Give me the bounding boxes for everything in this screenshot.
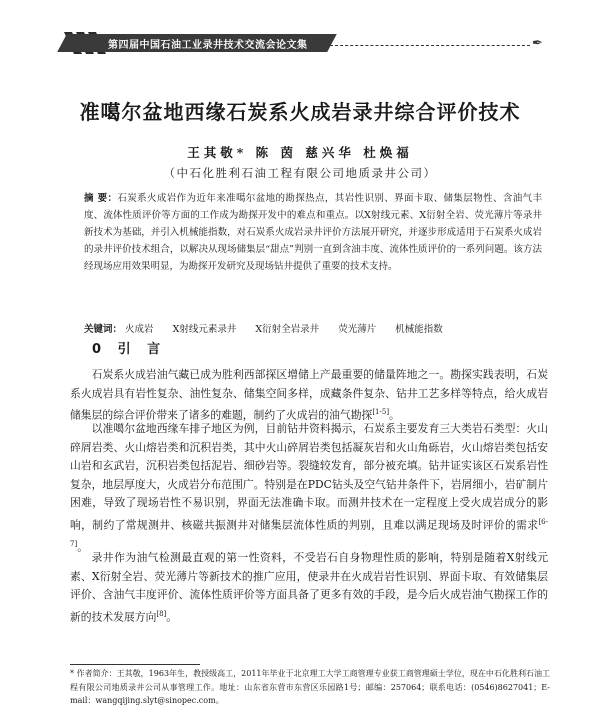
keyword: X衍射全岩录井 [255,324,320,335]
abstract-label: 摘 要： [84,193,118,204]
abstract-text: 石炭系火成岩作为近年来准噶尔盆地的勘探热点，其岩性识别、界面卡取、储集层物性、含油气丰度、流体性质评价等方面的工作成为勘探开发中的难点和重点。以X射线元素、X衍射全岩、荧光薄片等录井新技术为基础，并引入机械能指数，对石炭系火成岩录井评价方法展开研究，并逐步形成适用于石炭系火成岩的录井评价技术组合，以解决从现场储集层“甜点”判别一直到含油丰度、流体性质评价的一系列问题。该方法经现场应用效果明显，为勘探开发研究及现场钻井提供了重要的技术支持。 [84,193,542,272]
author-footnote: * 作者简介：王其敬，1963年生，教授级高工，2011年毕业于北京理工大学工商管理专业获工商管理硕士学位，现在中石化胜利石油工程有限公司地质录井公司从事管理工作。地址：山东省东营市东营区乐园路1号；邮编：257064；联系电话：(0546)8627041；E-mail：wangqijing.slyt@sinopec.com。 [70,669,550,705]
keyword: X射线元素录井 [172,324,237,335]
paragraph-text: 录井作为油气检测最直观的第一性资料，不受岩石自身物理性质的影响，特别是随着X射线元素、X衍射全岩、荧光薄片等新技术的推广应用，使录井在火成岩岩性识别、界面卡取、有效储集层评价、含油气丰度评价、流体性质评价等方面具备了更多有效的手段，是今后火成岩油气勘探工作的新的技术发展方向 [70,551,548,624]
paragraph-end: 。 [389,408,400,422]
abstract [84,190,542,275]
pen-icon: ✒ [532,36,543,51]
citation-ref: [8] [156,609,167,618]
citation-ref: [1-5] [372,408,390,416]
keywords-label: 关键词： [84,324,123,335]
keyword: 火成岩 [125,324,154,335]
section-heading: 0 引 言 [92,342,167,357]
paper-affiliation: （中石化胜利石油工程有限公司地质录井公司） [163,166,437,180]
paragraph-end: 。 [77,540,88,554]
header-rule [330,45,530,46]
keywords [84,321,554,335]
footnote-rule [70,664,200,665]
keyword: 荧光薄片 [338,324,377,335]
paragraph-text: 石炭系火成岩油气藏已成为胜利西部探区增储上产最重要的储量阵地之一。勘探实践表明，石炭系火成岩具有岩性复杂、油性复杂、储集空间多样，成藏条件复杂、钻井工艺多样等特点，给火成岩储集层的综合评价带来了诸多的难题，制约了火成岩的油气勘探 [70,368,548,422]
body-paragraph [70,366,548,425]
paper-title: 准噶尔盆地西缘石炭系火成岩录井综合评价技术 [79,100,521,124]
keyword: 机械能指数 [395,324,443,335]
paragraph-end: 。 [166,610,178,624]
body-paragraph [70,420,548,557]
paper-authors: 王其敬* 陈 茵 慈兴华 杜焕福 [187,145,413,160]
citation-ref: [6-7] [70,517,548,548]
paragraph-text: 以准噶尔盆地西缘车排子地区为例，目前钻井资料揭示，石炭系主要发育三大类岩石类型：火山碎屑岩类、火山熔岩类和沉积岩类，其中火山碎屑岩类包括凝灰岩和火山角砾岩，火山熔岩类包括安山岩和玄武岩，沉积岩类包括泥岩、细砂岩等。裂缝较发育，部分被充填。钻井证实该区石炭系岩性复杂，地层厚度大，火成岩分布范围广。特别是在PDC钻头及空气钻井条件下，岩屑细小，岩矿制片困难，导致了现场岩性不易识别，界面无法准确卡取。而测井技术在一定程度上受火成岩成分的影响，制约了常规测井、核磁共振测井对储集层流体性质的判别，且难以满足现场及时评价的需求 [70,422,548,532]
body-paragraph [70,549,548,627]
proceedings-title: 第四届中国石油工业录井技术交流会论文集 [108,40,308,51]
